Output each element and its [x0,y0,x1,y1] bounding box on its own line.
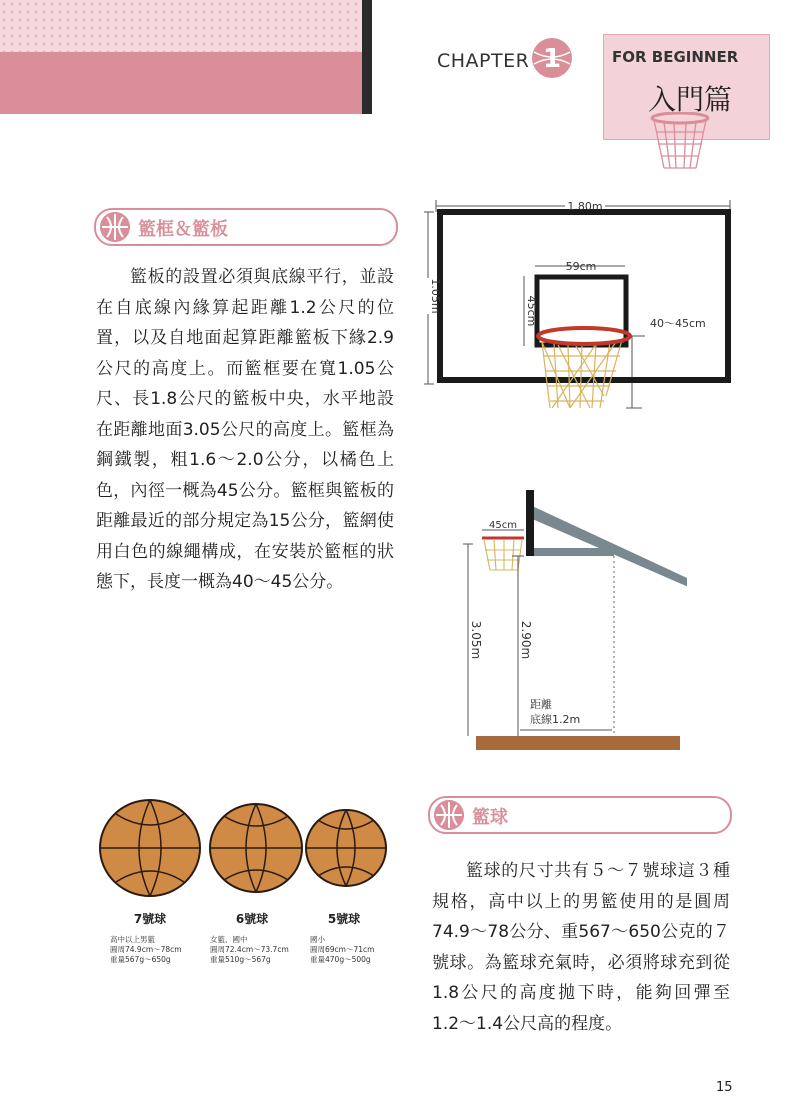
hoop-icon [648,112,712,174]
board-width-label: 1.80m [567,200,603,213]
rim [538,328,630,344]
ball-6-details: 女籃、國中 圓周72.4cm〜73.7cm 重量510g〜567g [210,935,289,964]
ball-7-details: 高中以上男籃 圓周74.9cm〜78cm 重量567g〜650g [110,935,182,964]
chapter-title-zh: 入門篇 [648,83,733,116]
basketball-icon [100,212,130,242]
ball-5-name: 5號球 [327,912,361,926]
side-elevation-diagram [462,490,687,752]
backboard-diagram [420,196,750,416]
chapter-number: 1 [542,44,562,74]
paragraph: 籃球的尺寸共有５〜７號球這３種規格，高中以上的男籃使用的是圓周74.9〜78公分、重567〜650公克的７號球。為籃球充氣時，必須將球充到從1.8公尺的高度拋下時，能夠回彈至1.2〜1.4公尺高的程度。 [432,861,730,1034]
section-heading-ball [428,796,732,834]
header-divider [362,0,372,114]
ball-7-name: 7號球 [133,912,167,926]
chapter-number-badge [530,36,574,80]
section-title: 籃球 [472,807,508,828]
board-bottom-height-label: 2.90m [519,620,533,660]
paragraph: 籃板的設置必須與底線平行，並設在自底線內緣算起距離1.2公尺的位置，以及自地面起算距離籃板下緣2.9公尺的高度上。而籃框要在寬1.05公尺、長1.8公尺的籃板中央，水平地設在距離地面3.05公尺的高度上。籃框為鋼鐵製，粗1.6〜2.0公分，以橘色上色，內徑一概為45公分。籃框與籃板的距離最近的部分規定為15公分，籃網使用白色的線繩構成，在安裝於籃框的狀態下，長度一概為40〜45公分。 [96,267,394,592]
chapter-label: CHAPTER [437,50,530,72]
header-band [0,52,362,114]
rim-diameter-label: 45cm [489,520,517,531]
ball-size-7 [100,800,200,896]
floor [476,736,680,750]
rim-net [542,340,622,408]
ball-size-5 [306,810,386,886]
chapter-subtitle-en: FOR BEGINNER [612,48,739,66]
distance-label-line1: 距離 [530,698,552,711]
total-height-label: 3.05m [469,620,483,660]
side-net [484,540,522,570]
section-ball-text [432,856,730,1039]
distance-label-line2: 底線1.2m [530,713,581,726]
page-number: 15 [716,1080,733,1095]
section-title: 籃框＆籃板 [138,219,228,240]
board-height-label: 1.05m [429,278,442,314]
basketball-icon [434,800,464,830]
ball-5-details: 國小 圓周69cm〜71cm 重量470g〜500g [310,935,375,964]
ball-6-name: 6號球 [235,912,269,926]
basketballs-illustration [98,796,388,900]
inner-width-label: 59cm [565,260,597,273]
header-pattern [0,0,362,52]
section-heading-hoop [94,208,398,246]
ball-size-6 [210,804,302,892]
section-hoop-text [96,262,394,598]
inner-height-label: 45cm [525,295,538,327]
net-length-label: 40〜45cm [650,317,706,330]
